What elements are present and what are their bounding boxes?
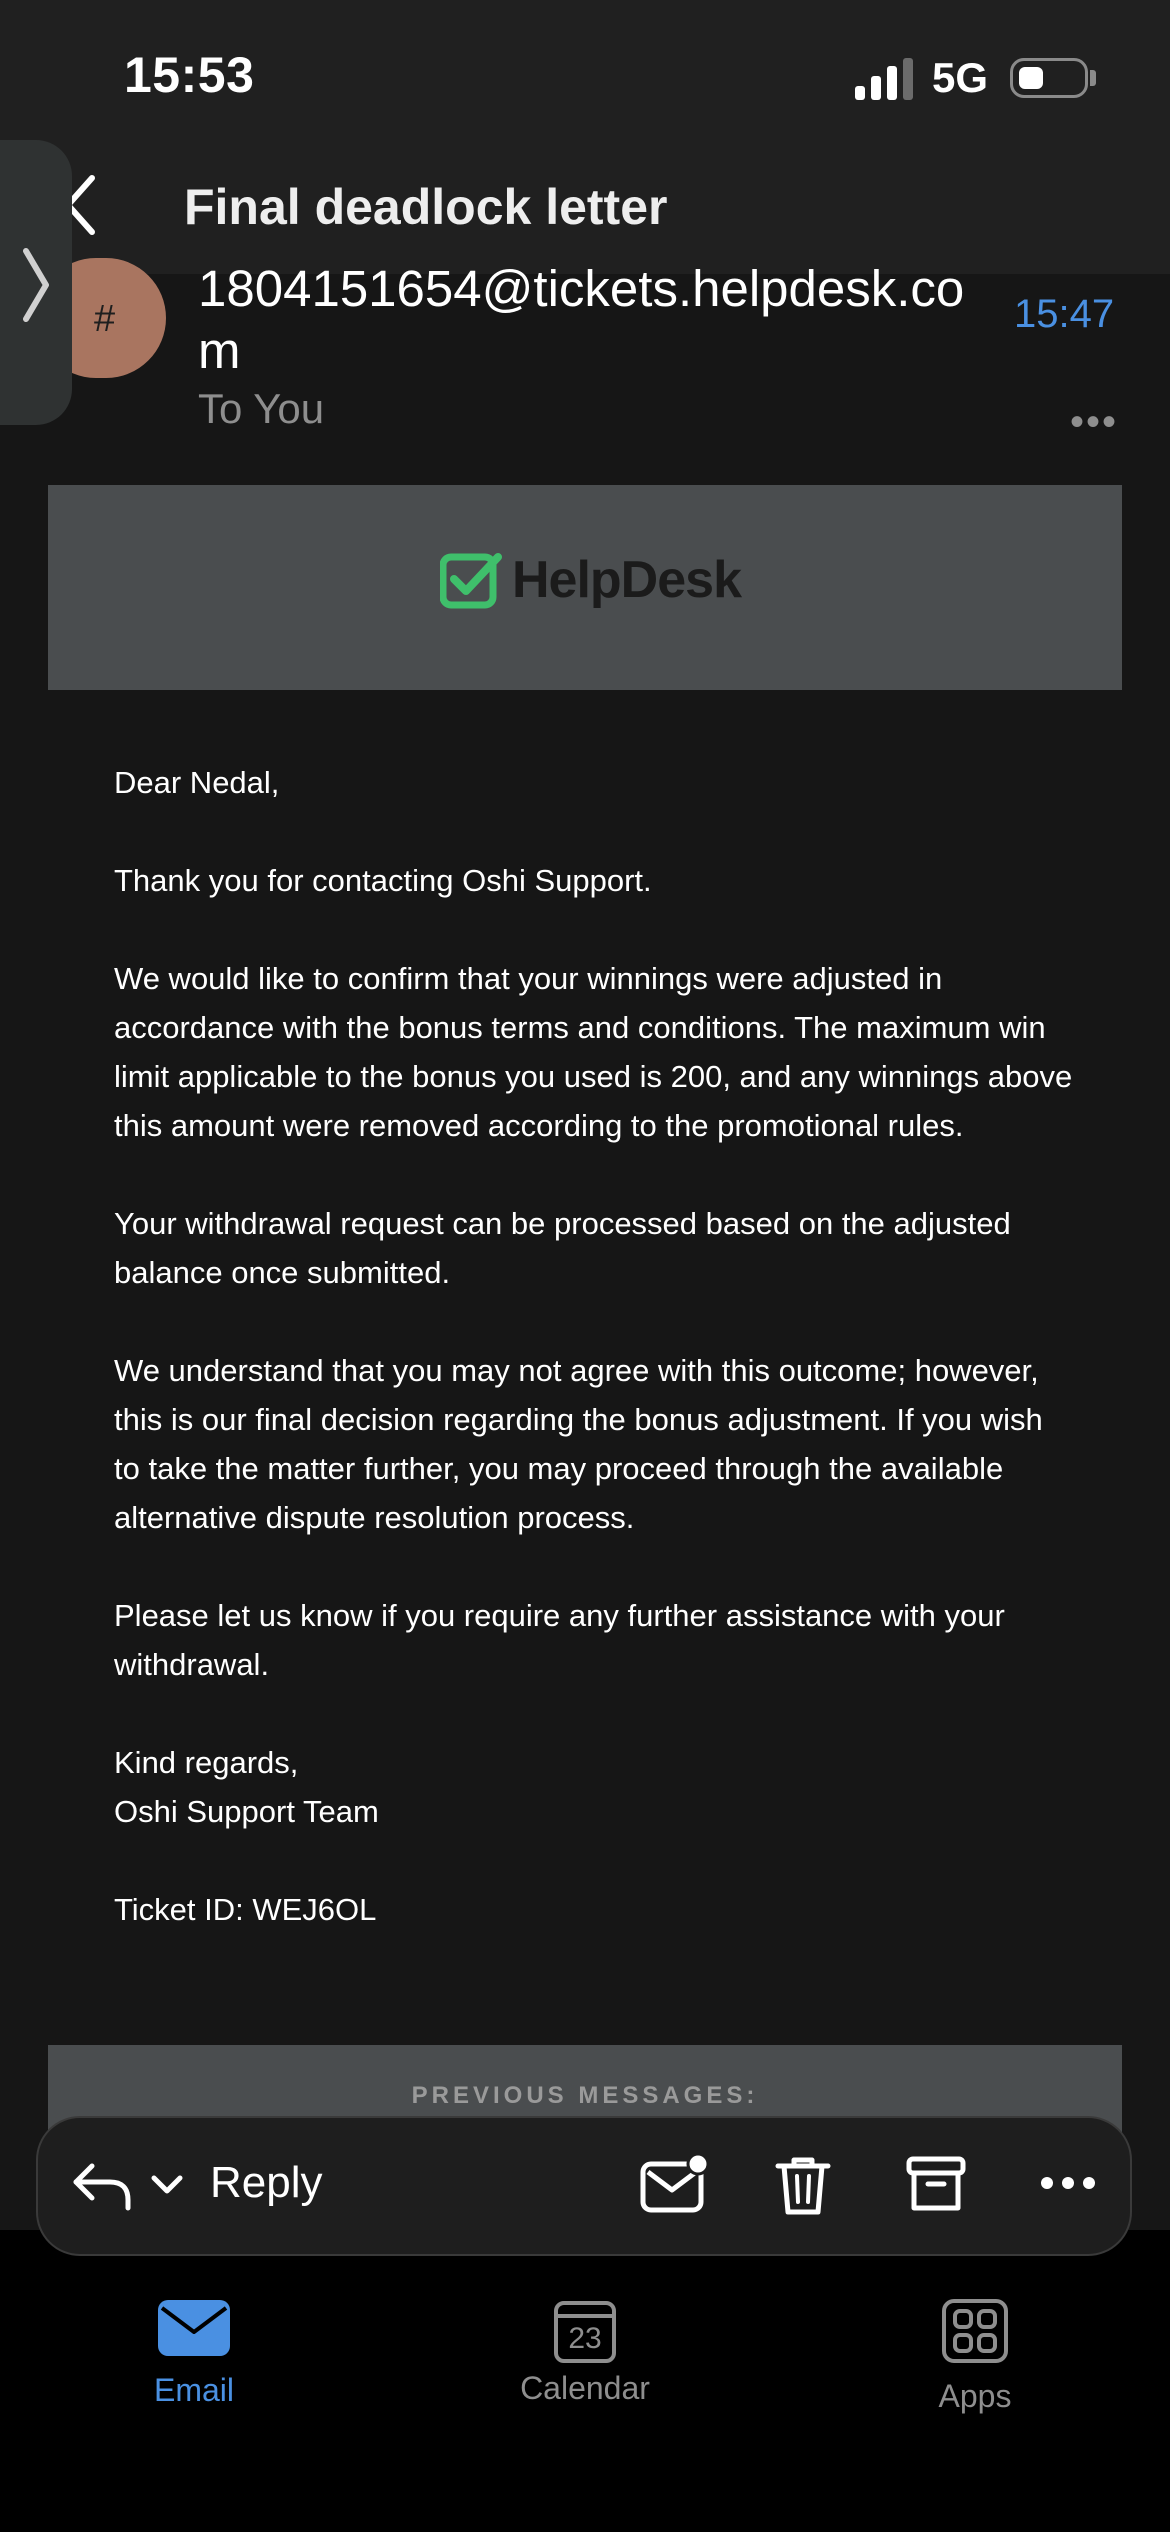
trash-icon[interactable] (774, 2154, 832, 2216)
tab-apps[interactable] (915, 2298, 1035, 2415)
calendar-day: 23 (568, 2322, 602, 2355)
paragraph: We understand that you may not agree with this outcome; however, this is our final decision regarding the bonus adjustment. If you wish to take the matter further, you may proceed through the available alternative dispute resolution process. (114, 1353, 1043, 1535)
tab-email[interactable] (134, 2298, 254, 2409)
previous-messages-label: PREVIOUS MESSAGES: (411, 2082, 759, 2109)
reply-icon[interactable] (72, 2160, 132, 2212)
battery-tip (1090, 70, 1096, 86)
greeting: Dear Nedal, (114, 765, 280, 800)
chevron-down-icon[interactable] (150, 2172, 184, 2196)
header-more-button[interactable]: ••• (1070, 400, 1119, 444)
recipient-label[interactable]: To You (198, 385, 325, 432)
helpdesk-logo (440, 550, 741, 610)
avatar-initial: # (94, 298, 116, 340)
network-type: 5G (932, 54, 989, 101)
side-panel-handle[interactable] (0, 140, 72, 425)
signature: Oshi Support Team (114, 1794, 379, 1829)
more-options-icon[interactable] (1040, 2176, 1096, 2190)
action-toolbar (36, 2116, 1132, 2256)
chevron-right-icon (18, 245, 54, 325)
envelope-icon (156, 2298, 232, 2358)
paragraph: We would like to confirm that your winnings were adjusted in accordance with the bonus terms and conditions. The maximum win limit applicable to the bonus you used is 200, and any winnings above this amount were removed according to the promotional rules. (114, 961, 1073, 1143)
tab-email-label: Email (153, 2372, 234, 2408)
page-title: Final deadlock letter (184, 179, 668, 235)
status-time: 15:53 (124, 47, 255, 103)
battery-icon (1010, 58, 1088, 98)
checkbox-logo-icon (440, 551, 502, 609)
tab-calendar[interactable] (505, 2298, 665, 2407)
paragraph: Your withdrawal request can be processed based on the adjusted balance once submitted. (114, 1206, 1011, 1290)
ticket-id: Ticket ID: WEJ6OL (114, 1892, 377, 1927)
sender-address[interactable]: 1804151654@tickets.helpdesk.com (198, 260, 965, 379)
tab-calendar-label: Calendar (520, 2370, 650, 2406)
paragraph: Please let us know if you require any further assistance with your withdrawal. (114, 1598, 1005, 1682)
archive-icon[interactable] (906, 2154, 966, 2214)
apps-grid-icon (941, 2298, 1009, 2364)
paragraph: Thank you for contacting Oshi Support. (114, 863, 652, 898)
logo-text: HelpDesk (512, 551, 741, 609)
mark-unread-icon[interactable] (640, 2152, 714, 2214)
reply-button[interactable]: Reply (210, 2158, 323, 2207)
sign-off: Kind regards, (114, 1745, 299, 1780)
signal-icon (855, 58, 917, 100)
email-body (114, 758, 1074, 1934)
email-time: 15:47 (1014, 292, 1115, 336)
tab-apps-label: Apps (938, 2378, 1012, 2414)
